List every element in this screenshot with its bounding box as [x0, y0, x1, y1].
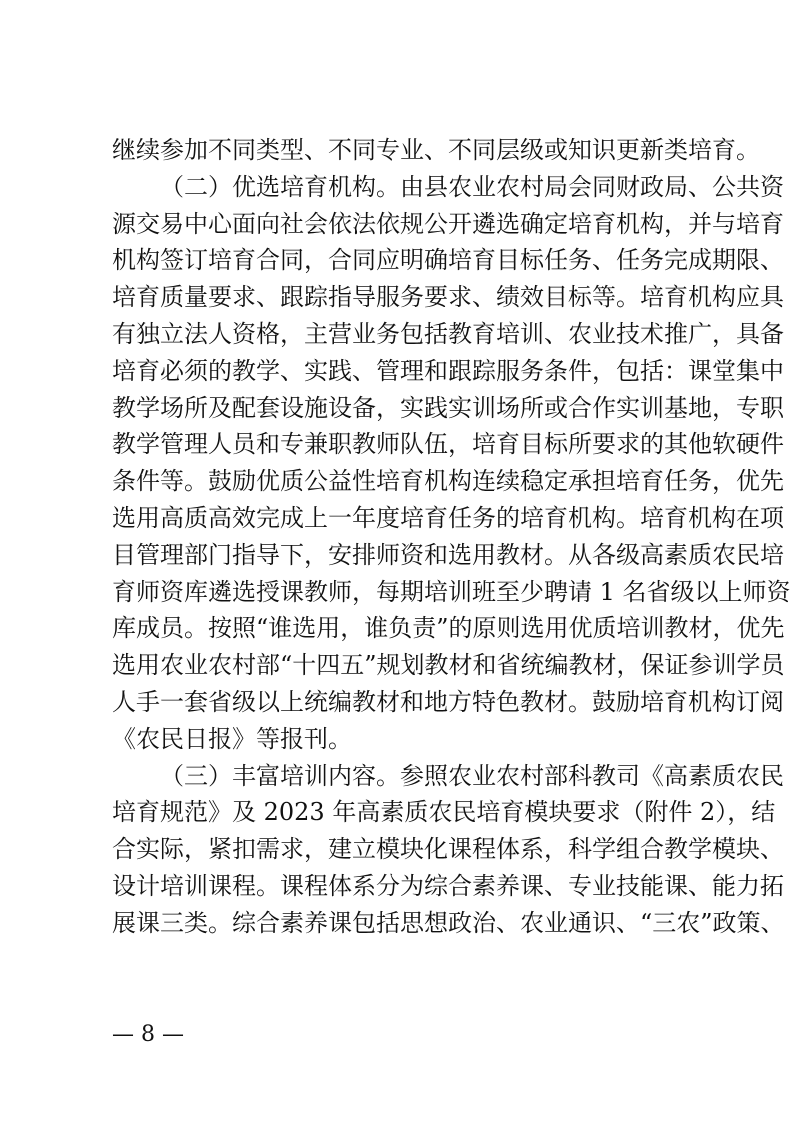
text-line-14: 库成员。按照“谁选用，谁负责”的原则选用优质培训教材，优先 [112, 614, 785, 643]
text-line-11: 选用高质高效完成上一年度培育任务的培育机构。培育机构在项 [112, 503, 784, 532]
text-line-17: 《农民日报》等报刊。 [112, 724, 352, 753]
text-line-6: 有独立法人资格，主营业务包括教育培训、农业技术推广，具备 [112, 319, 784, 348]
text-line-7: 培育必须的教学、实践、管理和跟踪服务条件，包括：课堂集中 [112, 356, 784, 385]
text-line-22: 展课三类。综合素养课包括思想政治、农业通识、“三农”政策、 [112, 908, 785, 937]
text-line-15: 选用农业农村部“十四五”规划教材和省统编教材，保证参训学员 [112, 651, 785, 680]
text-line-21: 设计培训课程。课程体系分为综合素养课、专业技能课、能力拓 [112, 871, 784, 900]
text-line-10: 条件等。鼓励优质公益性培育机构连续稳定承担培育任务，优先 [112, 467, 784, 496]
text-line-1: 继续参加不同类型、不同专业、不同层级或知识更新类培育。 [112, 136, 760, 164]
text-line-8: 教学场所及配套设施设备，实践实训场所或合作实训基地，专职 [112, 393, 784, 422]
text-line-13: 育师资库遴选授课教师，每期培训班至少聘请 1 名省级以上师资 [112, 577, 791, 606]
text-line-12: 目管理部门指导下，安排师资和选用教材。从各级高素质农民培 [112, 540, 784, 569]
text-line-9: 教学管理人员和专兼职教师队伍，培育目标所要求的其他软硬件 [112, 430, 784, 459]
text-line-20: 合实际，紧扣需求，建立模块化课程体系，科学组合教学模块、 [112, 835, 784, 864]
body-text [112, 132, 791, 942]
text-line-19: 培育规范》及 2023 年高素质农民培育模块要求（附件 2），结 [112, 798, 776, 827]
text-line-18: （三）丰富培训内容。参照农业农村部科教司《高素质农民 [160, 761, 784, 790]
text-line-3: 源交易中心面向社会依法依规公开遴选确定培育机构，并与培育 [112, 209, 784, 238]
text-line-16: 人手一套省级以上统编教材和地方特色教材。鼓励培育机构订阅 [112, 687, 784, 716]
text-line-5: 培育质量要求、跟踪指导服务要求、绩效目标等。培育机构应具 [112, 283, 784, 312]
text-line-2: （二）优选培育机构。由县农业农村局会同财政局、公共资 [160, 172, 784, 201]
page-number: — 8 — [112, 1022, 184, 1047]
text-line-4: 机构签订培育合同，合同应明确培育目标任务、任务完成期限、 [112, 246, 784, 275]
